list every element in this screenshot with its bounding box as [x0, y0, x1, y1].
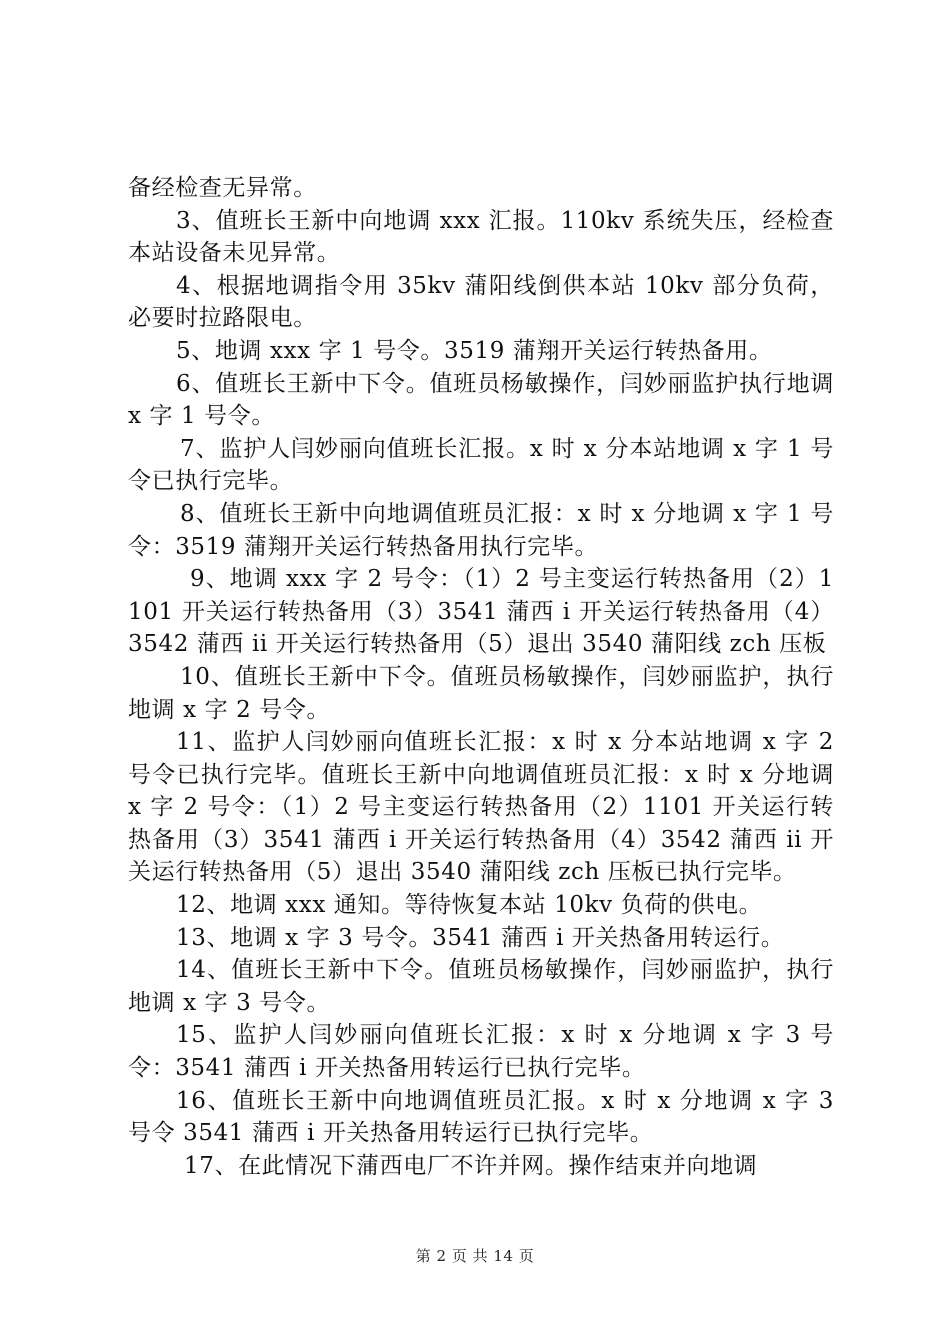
- paragraph-item-17: 17、在此情况下蒲西电厂不许并网。操作结束并向地调: [184, 1152, 758, 1179]
- paragraph-item-8: 8、值班长王新中向地调值班员汇报：x 时 x 分地调 x 字 1 号令：3519 蒲翔开关运行转热备用执行完毕。: [128, 500, 834, 560]
- paragraph-item-16: 16、值班长王新中向地调值班员汇报。x 时 x 分地调 x 字 3 号令 3541 蒲西 i 开关热备用转运行已执行完毕。: [128, 1087, 834, 1147]
- page-number-footer: 第 2 页 共 14 页: [415, 1247, 535, 1265]
- paragraph-item-4: 4、根据地调指令用 35kv 蒲阳线倒供本站 10kv 部分负荷，必要时拉路限电。: [128, 272, 834, 332]
- paragraph-item-13: 13、地调 x 字 3 号令。3541 蒲西 i 开关热备用转运行。: [176, 924, 785, 951]
- paragraph-continuation: 备经检查无异常。: [128, 175, 317, 201]
- paragraph-item-9: 9、地调 xxx 字 2 号令：（1）2 号主变运行转热备用（2）1101 开关运行转热备用（3）3541 蒲西 i 开关运行转热备用（4）3542 蒲西 ii 开关运行转热备用（5）退出 3540 蒲阳线 zch 压板: [128, 566, 834, 658]
- paragraph-item-15: 15、监护人闫妙丽向值班长汇报：x 时 x 分地调 x 字 3 号令：3541 蒲西 i 开关热备用转运行已执行完毕。: [128, 1022, 834, 1082]
- paragraph-item-11: 11、监护人闫妙丽向值班长汇报：x 时 x 分本站地调 x 字 2 号令已执行完毕。值班长王新中向地调值班员汇报：x 时 x 分地调 x 字 2 号令：（1）2 号主变运行转热备用（2）1101 开关运行转热备用（3）3541 蒲西 i 开关运行转热备用（4）3542 蒲西 ii 开关运行转热备用（5）退出 3540 蒲阳线 zch 压板已执行完毕。: [128, 729, 834, 886]
- paragraph-item-7: 7、监护人闫妙丽向值班长汇报。x 时 x 分本站地调 x 字 1 号令已执行完毕。: [128, 435, 834, 495]
- paragraph-item-14: 14、值班长王新中下令。值班员杨敏操作，闫妙丽监护，执行地调 x 字 3 号令。: [128, 957, 834, 1016]
- paragraph-item-6: 6、值班长王新中下令。值班员杨敏操作，闫妙丽监护执行地调 x 字 1 号令。: [128, 370, 834, 430]
- paragraph-item-10: 10、值班长王新中下令。值班员杨敏操作，闫妙丽监护，执行地调 x 字 2 号令。: [128, 663, 834, 723]
- paragraph-item-5: 5、地调 xxx 字 1 号令。3519 蒲翔开关运行转热备用。: [176, 337, 773, 364]
- document-body: [128, 172, 834, 1182]
- paragraph-item-3: 3、值班长王新中向地调 xxx 汇报。110kv 系统失压，经检查本站设备未见异常。: [128, 207, 834, 267]
- paragraph-item-12: 12、地调 xxx 通知。等待恢复本站 10kv 负荷的供电。: [176, 892, 763, 919]
